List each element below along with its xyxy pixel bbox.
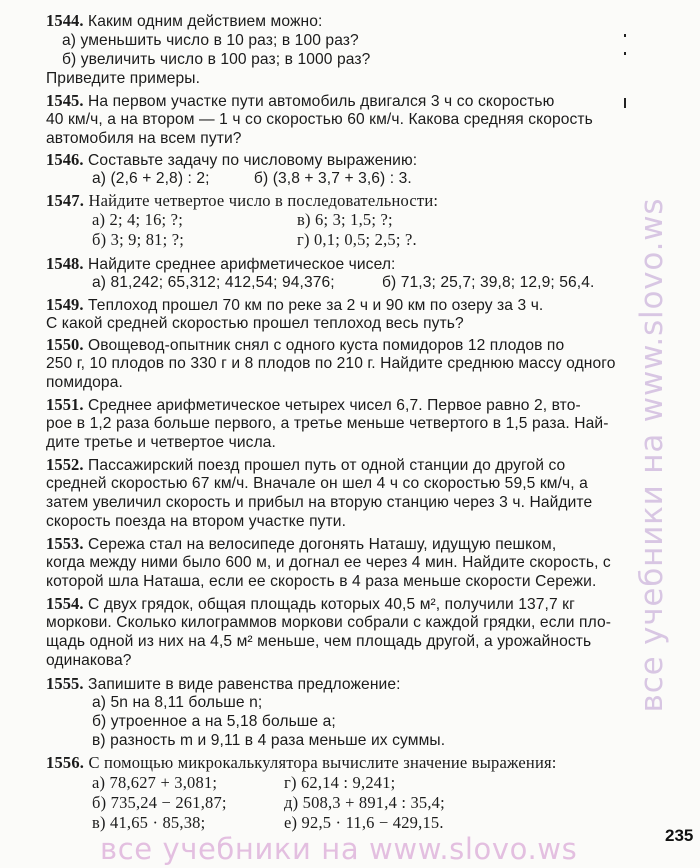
expression-b: б) 735,24 − 261,87; <box>92 793 227 812</box>
sequence-v: в) 6; 3; 1,5; ?; <box>297 210 393 229</box>
problem-number: 1553. <box>46 534 84 553</box>
problem-line: а) (2,6 + 2,8) : 2; б) (3,8 + 3,7 + 3,6) : 3. <box>92 170 412 187</box>
problem-line: дите третье и четвертое числа. <box>46 434 276 451</box>
problem-line: 40 км/ч, а на втором — 1 ч со скоростью 60 км/ч. Какова средняя скорость <box>46 111 593 128</box>
equation-a: а) 5n на 8,11 больше n; <box>92 694 263 711</box>
equation-v: в) разность m и 9,11 в 4 раза меньше их суммы. <box>92 732 446 749</box>
problem-line: рое в 1,2 раза больше первого, а третье меньше четвертого в 1,5 раза. Най- <box>46 415 609 432</box>
problem-number: 1549. <box>46 295 84 314</box>
bottom-watermark: все учебники на www.slovo.ws <box>100 832 578 866</box>
expression-a: а) 78,627 + 3,081; <box>92 773 218 792</box>
problem-number: 1546. <box>46 150 84 169</box>
sequence-b: б) 3; 9; 81; ?; <box>92 230 185 249</box>
numbers-a: а) 81,242; 65,312; 412,54; 94,376; <box>92 274 335 291</box>
problem-line: Приведите примеры. <box>46 70 201 87</box>
page-number: 235 <box>665 826 694 845</box>
problem-number: 1555. <box>46 674 84 693</box>
scan-mark <box>624 34 626 37</box>
problem-text: Каким одним действием можно: <box>83 13 323 30</box>
problem-text: Теплоход прошел 70 км по реке за 2 ч и 90 км по озеру за 3 ч. <box>83 297 544 314</box>
problem-line: С какой средней скоростью прошел теплоход весь путь? <box>46 315 464 332</box>
problem-text: Пассажирский поезд прошел путь от одной станции до другой со <box>83 457 566 474</box>
problem-line: б) увеличить число в 100 раз; в 1000 раз? <box>62 51 371 68</box>
numbers-b: б) 71,3; 25,7; 39,8; 12,9; 56,4. <box>382 274 595 291</box>
problem-text: Запишите в виде равенства предложение: <box>83 676 401 693</box>
sequence-a: а) 2; 4; 16; ?; <box>92 210 183 229</box>
problem-text: Составьте задачу по числовому выражению: <box>83 152 418 169</box>
problem-line: моркови. Сколько килограммов моркови собрали с каждой грядки, если пло- <box>46 614 612 631</box>
problem-line: затем увеличил скорость и прибыл на вторую станцию через 3 ч. Найдите <box>46 494 593 511</box>
expression-e: е) 92,5 · 11,6 − 429,15. <box>284 813 444 832</box>
problem-text: С двух грядок, общая площадь которых 40,5 м², получили 137,7 кг <box>83 596 575 613</box>
scan-mark <box>624 98 626 108</box>
problem-line: помидора. <box>46 374 123 391</box>
problem-number: 1554. <box>46 594 84 613</box>
problem-line: которой шла Наташа, если ее скорость в 4 раза меньше скорости Сережи. <box>46 573 597 590</box>
expression-d: д) 508,3 + 891,4 : 35,4; <box>284 793 445 812</box>
problem-number: 1545. <box>46 91 84 110</box>
problem-number: 1551. <box>46 395 84 414</box>
problem-text: Найдите среднее арифметическое чисел: <box>83 256 396 273</box>
problem-line: когда между ними было 600 м, и догнал ее через 4 мин. Найдите скорость, с <box>46 554 611 571</box>
problem-number: 1547. <box>46 191 85 210</box>
problem-number: 1544. <box>46 11 84 30</box>
problem-text: На первом участке пути автомобиль двигался 3 ч со скоростью <box>83 93 555 110</box>
problem-line: скорость поезда на втором участке пути. <box>46 513 347 530</box>
problem-text: Найдите четвертое число в последовательности: <box>84 191 439 210</box>
scan-mark <box>624 52 626 55</box>
problem-number: 1556. <box>46 753 85 772</box>
problem-number: 1548. <box>46 254 84 273</box>
side-watermark: все учебники на www.slovo.ws <box>634 197 670 713</box>
problem-number: 1552. <box>46 455 84 474</box>
problem-number: 1550. <box>46 335 84 354</box>
problem-line: 250 г, 10 плодов по 330 г и 8 плодов по 210 г. Найдите среднюю массу одного <box>46 355 616 372</box>
problem-text: Сережа стал на велосипеде догонять Наташу, идущую пешком, <box>83 536 557 553</box>
problem-text: Овощевод-опытник снял с одного куста помидоров 12 плодов по <box>83 337 565 354</box>
problem-line: автомобиля на всем пути? <box>46 130 242 147</box>
problem-text: С помощью микрокалькулятора вычислите значение выражения: <box>84 753 557 772</box>
problem-line: средней скоростью 67 км/ч. Вначале он шел 4 ч со скоростью 59,5 км/ч, а <box>46 475 588 492</box>
problem-line: одинакова? <box>46 652 132 669</box>
expression-v: в) 41,65 · 85,38; <box>92 813 206 832</box>
expression-g: г) 62,14 : 9,241; <box>284 773 396 792</box>
problem-text: Среднее арифметическое четырех чисел 6,7. Первое равно 2, вто- <box>83 397 581 414</box>
sequence-g: г) 0,1; 0,5; 2,5; ?. <box>297 230 417 249</box>
problem-line: а) уменьшить число в 10 раз; в 100 раз? <box>62 32 359 49</box>
equation-b: б) утроенное a на 5,18 больше a; <box>92 713 336 730</box>
problem-line: щадь одной из них на 4,5 м² меньше, чем площадь другой, а урожайность <box>46 633 592 650</box>
